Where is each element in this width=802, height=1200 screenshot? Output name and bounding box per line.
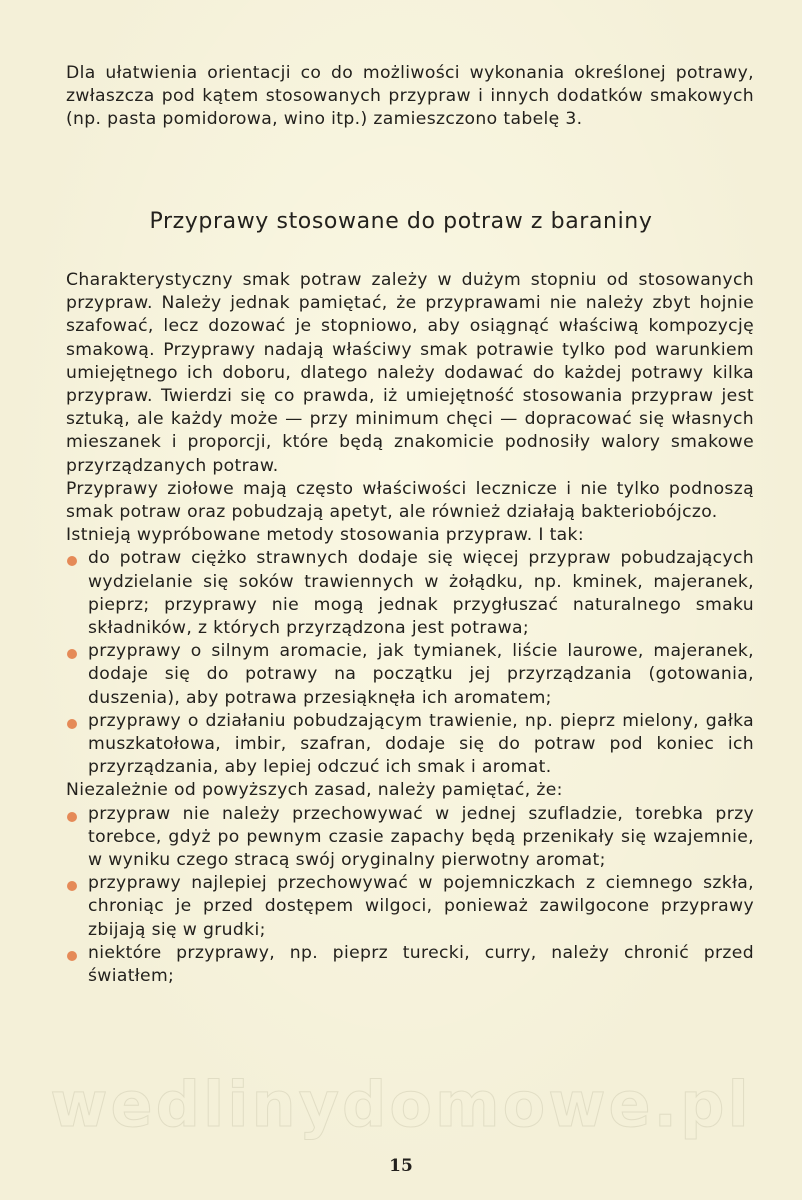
paragraph-methods-intro: Istnieją wypróbowane metody stosowania przypraw. I tak: [66, 525, 584, 546]
paragraph-storage-intro: Niezależnie od powyższych zasad, należy pamiętać, że: [66, 780, 563, 801]
list-item-text: do potraw ciężko strawnych dodaje się więcej przypraw pobudzających wydzielanie się soków trawiennych w żołądku, np. kminek, majeranek, pieprz; przyprawy nie mogą jednak przygłuszać naturalnego smaku składników, z których przyrządzona jest potrawa; [88, 548, 754, 639]
list-item-text: przyprawy o działaniu pobudzającym trawienie, np. pieprz mielony, gałka muszkatołowa, imbir, szafran, dodaje się do potraw pod koniec ich przyrządzania, aby lepiej odczuć ich smak i aromat. [88, 710, 754, 778]
list-item [66, 640, 754, 710]
bullet-dot-icon [67, 556, 77, 566]
bullet-dot-icon [67, 649, 77, 659]
list-item [66, 942, 754, 988]
bullet-dot-icon [67, 951, 77, 961]
intro-paragraph: Dla ułatwienia orientacji co do możliwości wykonania określonej potrawy, zwłaszcza pod kątem stosowanych przypraw i innych dodatków smakowych (np. pasta pomidorowa, wino itp.) zamieszczono tabelę 3. [66, 63, 754, 130]
list-item [66, 872, 754, 942]
list-item-text: niektóre przyprawy, np. pieprz turecki, curry, należy chronić przed światłem; [88, 942, 754, 987]
bullet-dot-icon [67, 812, 77, 822]
watermark: wedlinydomowe.pl [50, 1068, 752, 1141]
list-item [66, 710, 754, 780]
section-heading: Przyprawy stosowane do potraw z baraniny [149, 209, 653, 234]
methods-list [66, 547, 754, 779]
intro-block [66, 62, 754, 132]
list-item-text: przypraw nie należy przechowywać w jednej szufladzie, torebka przy torebce, gdyż po pewnym czasie zapachy będą przenikały się wzajemnie, w wyniku czego stracą swój oryginalny pierwotny aromat; [88, 803, 754, 871]
paragraph-spices-intro: Charakterystyczny smak potraw zależy w dużym stopniu od stosowanych przypraw. Należy jednak pamiętać, że przyprawami nie należy zbyt hojnie szafować, lecz dozować je stopniowo, aby osiągnąć właściwą kompozycję smakową. Przyprawy nadają właściwy smak potrawie tylko pod warunkiem umiejętnego ich doboru, dlatego należy dodawać do każdej potrawy kilka przypraw. Twierdzi się co prawda, iż umiejętność stosowania przypraw jest sztuką, ale każdy może — przy minimum chęci — dopracować się własnych mieszanek i proporcji, które będą znakomicie podnosiły walory smakowe przyrządzanych potraw. [66, 270, 754, 476]
list-item-text: przyprawy o silnym aromacie, jak tymianek, liście laurowe, majeranek, dodaje się do potrawy na początku jej przyrządzania (gotowania, duszenia), aby potrawa przesiąknęła ich aromatem; [88, 641, 754, 708]
bullet-dot-icon [67, 719, 77, 729]
list-item-text: przyprawy najlepiej przechowywać w pojemniczkach z ciemnego szkła, chroniąc je przed dostępem wilgoci, ponieważ zawilgocone przyprawy zbijają się w grudki; [88, 873, 754, 940]
storage-list [66, 803, 754, 989]
list-item [66, 803, 754, 873]
bullet-dot-icon [67, 881, 77, 891]
paragraph-herbal-spices: Przyprawy ziołowe mają często właściwości lecznicze i nie tylko podnoszą smak potraw oraz pobudzają apetyt, ale również działają bakteriobójczo. [66, 478, 754, 523]
page-number: 15 [389, 1156, 413, 1176]
list-item [66, 547, 754, 640]
body-text [66, 269, 754, 988]
